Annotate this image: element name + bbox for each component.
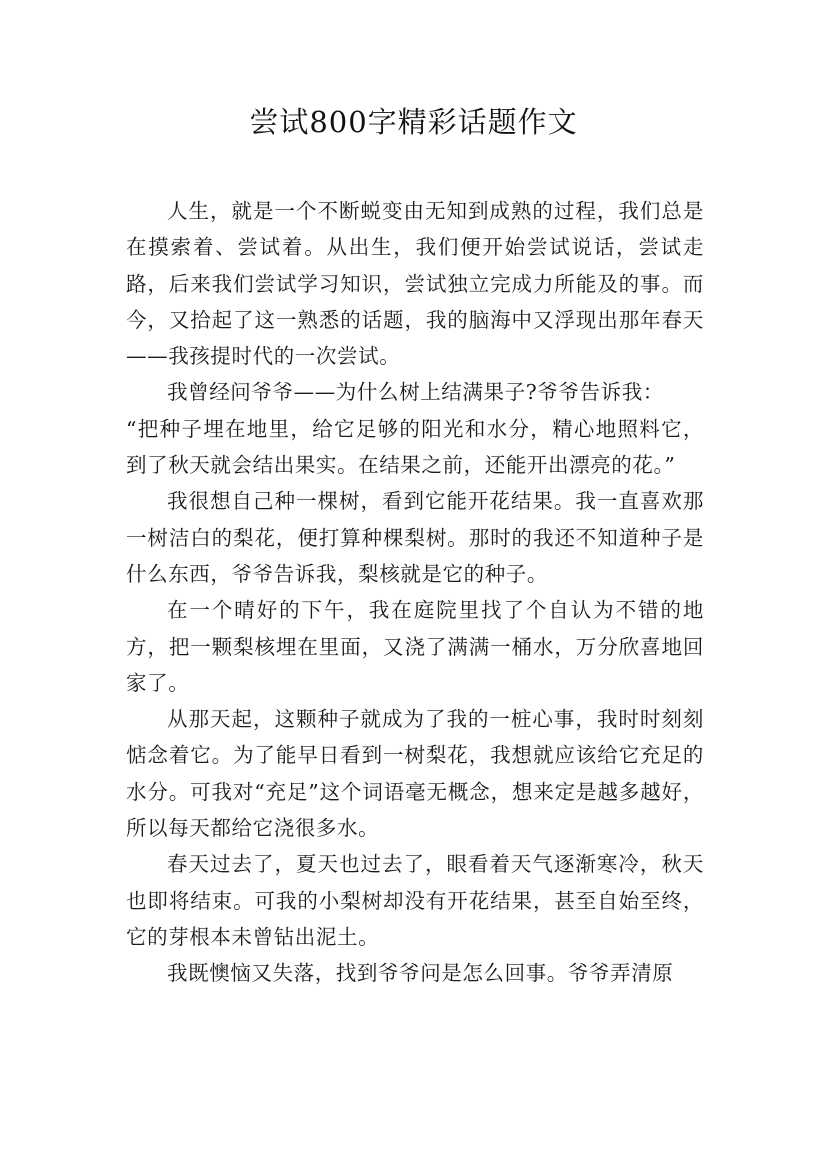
paragraph: 我很想自己种一棵树，看到它能开花结果。我一直喜欢那一树洁白的梨花，便打算种棵梨树。那时的我还不知道种子是什么东西，爷爷告诉我，梨核就是它的种子。 (126, 489, 704, 586)
paragraph: 从那天起，这颗种子就成为了我的一桩心事，我时时刻刻惦念着它。为了能早日看到一树梨花，我想就应该给它充足的水分。可我对“充足”这个词语毫无概念，想来定是越多越好，所以每天都给它浇很多水。 (126, 707, 704, 841)
paragraph: 春天过去了，夏天也过去了，眼看着天气逐渐寒冷，秋天也即将结束。可我的小梨树却没有开花结果，甚至自始至终，它的芽根本未曾钻出泥土。 (126, 852, 704, 949)
document-title: 尝试800字精彩话题作文 (249, 105, 578, 139)
paragraph-quote: “把种子埋在地里，给它足够的阳光和水分，精心地照料它，到了秋天就会结出果实。在结果之前，还能开出漂亮的花。” (126, 416, 704, 478)
paragraph: 人生，就是一个不断蜕变由无知到成熟的过程，我们总是在摸索着、尝试着。从出生，我们便开始尝试说话，尝试走路，后来我们尝试学习知识，尝试独立完成力所能及的事。而今，又拾起了这一熟悉的话题，我的脑海中又浮现出那年春天——我孩提时代的一次尝试。 (126, 199, 704, 369)
paragraph: 我既懊恼又失落，找到爷爷问是怎么回事。爷爷弄清原 (167, 961, 674, 986)
document-body (126, 193, 704, 992)
paragraph: 我曾经问爷爷——为什么树上结满果子?爷爷告诉我： (167, 380, 664, 405)
paragraph: 在一个晴好的下午，我在庭院里找了个自认为不错的地方，把一颗梨核埋在里面，又浇了满满一桶水，万分欣喜地回家了。 (126, 598, 704, 695)
